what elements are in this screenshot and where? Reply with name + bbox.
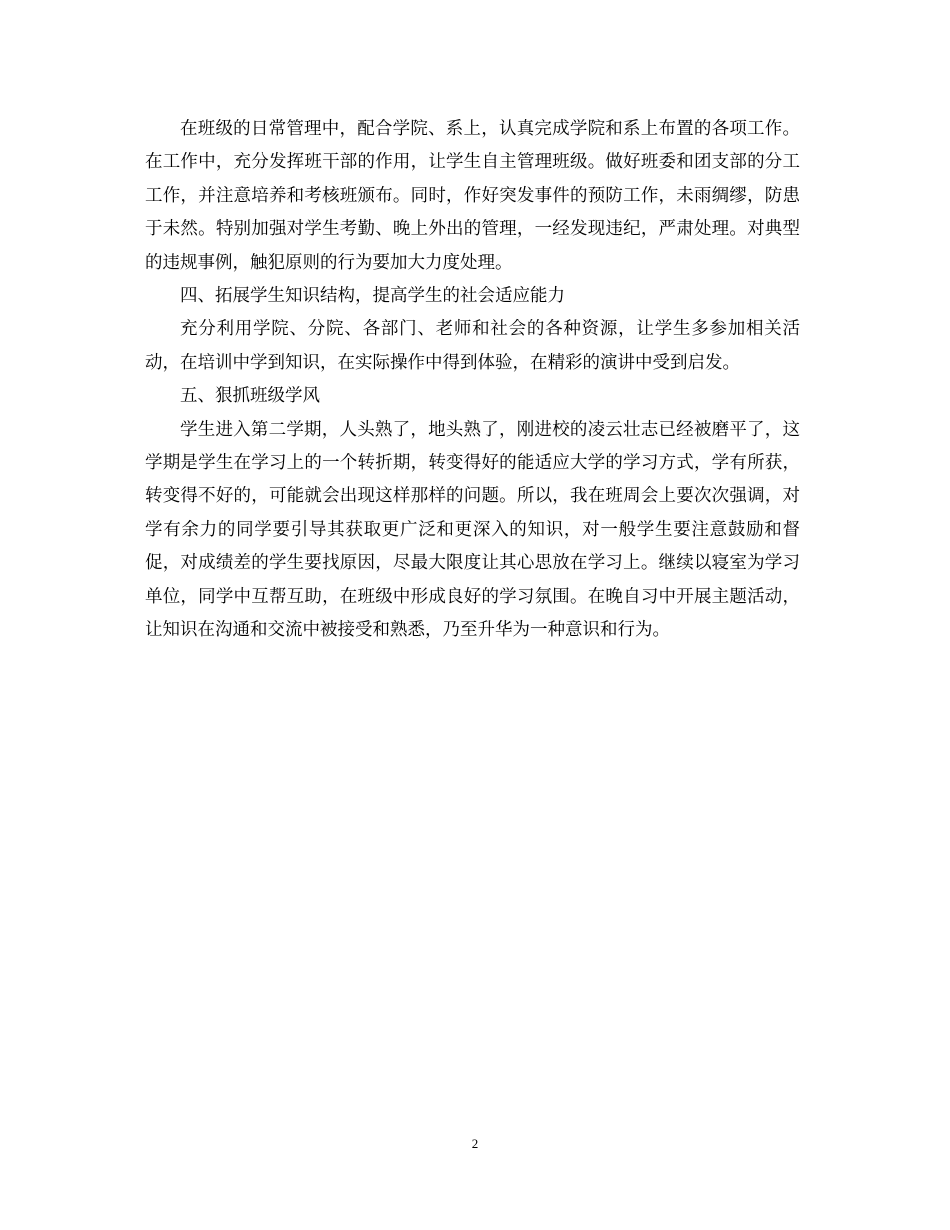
paragraph-study-style: 学生进入第二学期，人头熟了，地头熟了，刚进校的凌云壮志已经被磨平了，这学期是学生在学习上的一个转折期，转变得好的能适应大学的学习方式，学有所获，转变得不好的，可能就会出现这样那样的问题。所以，我在班周会上要次次强调，对学有余力的同学要引导其获取更广泛和更深入的知识，对一般学生要注意鼓励和督促，对成绩差的学生要找原因，尽最大限度让其心思放在学习上。继续以寝室为学习单位，同学中互帮互助，在班级中形成良好的学习氛围。在晚自习中开展主题活动，让知识在沟通和交流中被接受和熟悉，乃至升华为一种意识和行为。 <box>145 419 800 641</box>
paragraph-knowledge-structure: 充分利用学院、分院、各部门、老师和社会的各种资源，让学生多参加相关活动，在培训中学到知识，在实际操作中得到体验，在精彩的演讲中受到启发。 <box>145 319 800 373</box>
paragraph-class-management: 在班级的日常管理中，配合学院、系上，认真完成学院和系上布置的各项工作。在工作中，充分发挥班干部的作用，让学生自主管理班级。做好班委和团支部的分工工作，并注意培养和考核班颁布。同时，作好突发事件的预防工作，未雨绸缪，防患于未然。特别加强对学生考勤、晚上外出的管理，一经发现违纪，严肃处理。对典型的违规事例，触犯原则的行为要加大力度处理。 <box>145 119 800 273</box>
section-heading-four: 四、拓展学生知识结构，提高学生的社会适应能力 <box>180 286 565 307</box>
page-number: 2 <box>471 1136 479 1151</box>
section-heading-five: 五、狠抓班级学风 <box>180 386 320 407</box>
document-body <box>145 113 800 648</box>
